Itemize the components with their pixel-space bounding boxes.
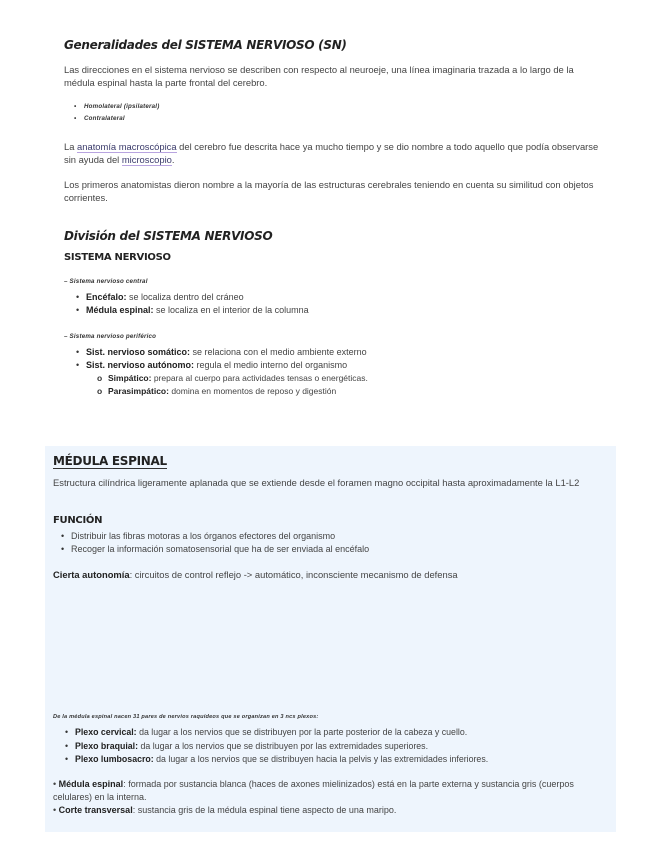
section1-intro: Las direcciones en el sistema nervioso se describen con respecto al neuroeje, una línea imaginaria trazada a lo largo de la médula espinal hasta la parte frontal del cerebro. — [64, 64, 574, 88]
autonomic-simpatico: o Simpático: prepara al cuerpo para actividades tensas o energéticas. — [108, 372, 368, 385]
link-anatomia-macroscopica[interactable]: anatomía macroscópica — [77, 141, 177, 152]
plexus-braquial: • Plexo braquial: da lugar a los nervios que se distribuyen por las extremidades superiores. — [75, 740, 488, 754]
section1-para3: Los primeros anatomistas dieron nombre a la mayoría de las estructuras cerebrales teniendo en cuenta su similitud con objetos corrientes. — [64, 179, 594, 203]
autonomic-parasimpatico: o Parasimpático: domina en momentos de reposo y digestión — [108, 385, 368, 398]
central-label: – Sistema nervioso central — [64, 278, 148, 285]
para2-middle: del cerebro fue descrita hace ya mucho tiempo y se dio nombre a todo aquello que podía observarse sin ayuda del — [64, 141, 599, 165]
section2-title: División del SISTEMA NERVIOSO — [64, 229, 273, 243]
autonomy-desc: : circuitos de control reflejo -> automático, inconsciente mecanismo de defensa — [129, 569, 458, 580]
plexus-list — [75, 726, 488, 767]
central-item-encefalo: • Encéfalo: se localiza dentro del cráneo — [86, 291, 309, 304]
section1-title: Generalidades del SISTEMA NERVIOSO (SN) — [64, 38, 347, 52]
central-item-medula: • Médula espinal: se localiza en el interior de la columna — [86, 304, 309, 317]
cross-desc: : sustancia gris de la médula espinal tiene aspecto de una maripo. — [132, 805, 397, 815]
function-list — [71, 530, 369, 556]
cross-term: Corte transversal — [58, 805, 133, 815]
section1-bullets — [84, 101, 160, 125]
bullet-homolateral: • Homolateral (ipsilateral) — [84, 101, 160, 113]
spinal-desc: : formada por sustancia blanca (haces de axones mielinizados) está en la parte externa y sustancia gris (cuerpos celulares) en la interna. — [53, 779, 574, 802]
para2-before: La — [64, 141, 78, 152]
link-microscopio[interactable]: microscopio — [121, 153, 172, 165]
para2-end: . — [171, 153, 175, 165]
spinal-term: Médula espinal — [58, 779, 124, 789]
bullet-contralateral: • Contralateral — [84, 113, 160, 125]
medula-panel — [45, 446, 616, 832]
section1-para2 — [64, 141, 600, 166]
plexus-lumbosacro: • Plexo lumbosacro: da lugar a los nervios que se distribuyen hacia la pelvis y las extremidades inferiores. — [75, 753, 488, 767]
nerves-intro: De la médula espinal nacen 31 pares de nervios raquídeos que se organizan en 3 ncs plexos: — [53, 714, 319, 720]
section2-subtitle: SISTEMA NERVIOSO — [64, 252, 171, 263]
peripheral-list — [86, 346, 367, 372]
autonomy-term: Cierta autonomía — [53, 569, 130, 580]
section3-description: Estructura cilíndrica ligeramente aplanada que se extiende desde el foramen magno occipital hasta aproximadamente la L1-L2 — [53, 477, 580, 488]
function-item-2: • Recoger la información somatosensorial que ha de ser enviada al encéfalo — [71, 543, 369, 556]
autonomy-line — [53, 569, 608, 582]
function-title: FUNCIÓN — [53, 515, 103, 526]
plexus-cervical: • Plexo cervical: da lugar a los nervios que se distribuyen por la parte posterior de la cabeza y cuello. — [75, 726, 488, 740]
peripheral-label: – Sistema nervioso periférico — [64, 333, 157, 340]
peripheral-item-somatico: • Sist. nervioso somático: se relaciona con el medio ambiente externo — [86, 346, 367, 359]
spinal-cord-note: • Médula espinal: formada por sustancia blanca (haces de axones mielinizados) está en la parte externa y sustancia gris (cuerpos celulares) en la interna. — [53, 779, 574, 802]
cross-section-note: • Corte transversal: sustancia gris de la médula espinal tiene aspecto de una maripo. — [53, 805, 397, 815]
autonomic-sublist — [108, 372, 368, 398]
function-item-1: • Distribuir las fibras motoras a los órganos efectores del organismo — [71, 530, 369, 543]
section3-title: MÉDULA ESPINAL — [53, 454, 167, 468]
central-list — [86, 291, 309, 317]
peripheral-item-autonomo: • Sist. nervioso autónomo: regula el medio interno del organismo — [86, 359, 367, 372]
